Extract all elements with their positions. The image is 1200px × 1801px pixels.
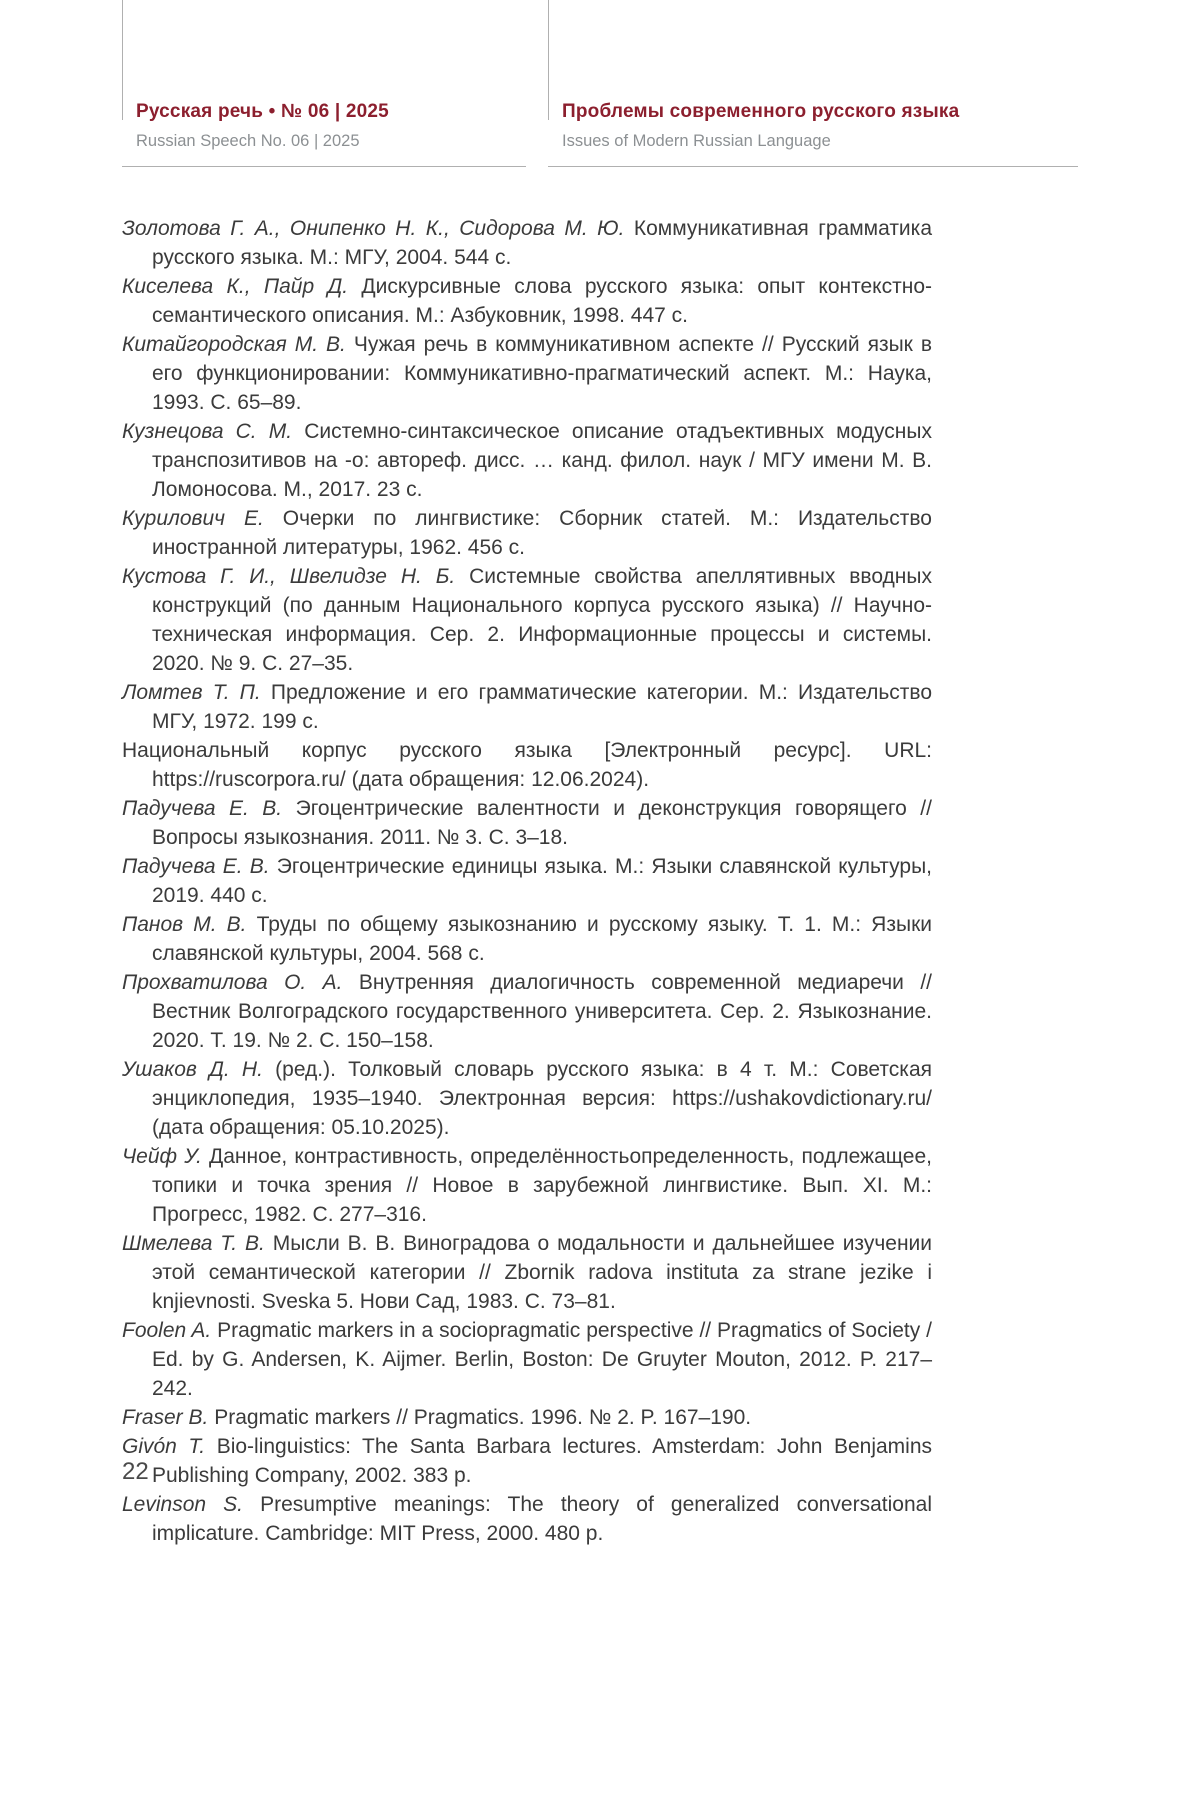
reference-author: Падучева Е. В. xyxy=(122,855,270,878)
reference-entry xyxy=(122,1490,932,1548)
reference-author: Givón T. xyxy=(122,1435,206,1458)
reference-entry xyxy=(122,968,932,1055)
reference-text: Эгоцентрические единицы языка. М.: Языки славянской культуры, 2019. 440 с. xyxy=(152,855,932,907)
reference-author: Шмелева Т. В. xyxy=(122,1232,265,1255)
section-title: Проблемы современного русского языка xyxy=(562,101,960,122)
journal-header-right xyxy=(562,100,1078,151)
reference-entry xyxy=(122,562,932,678)
reference-text: Национальный корпус русского языка [Электронный ресурс]. URL: https://ruscorpora.ru/ (дата обращения: 12.06.2024). xyxy=(122,739,932,791)
vertical-rule-right xyxy=(548,0,549,120)
journal-title: Русская речь • № 06 | 2025 xyxy=(136,101,389,122)
journal-header-left xyxy=(136,100,526,151)
reference-entry xyxy=(122,504,932,562)
reference-author: Киселева К., Пайр Д. xyxy=(122,275,349,298)
reference-author: Падучева Е. В. xyxy=(122,797,283,820)
reference-entry xyxy=(122,272,932,330)
reference-text: Мысли В. В. Виноградова о модальности и дальнейшее изучении этой семантической категории // Zbornik radova instituta za strane jezike i knjievnosti. Sveska 5. Нови Сад, 1983. С. 73–81. xyxy=(152,1232,933,1313)
section-title-en: Issues of Modern Russian Language xyxy=(562,132,831,150)
reference-text: Эгоцентрические валентности и деконструкция говорящего // Вопросы языкознания. 2011. № 3. С. 3–18. xyxy=(152,797,932,849)
reference-entry xyxy=(122,794,932,852)
reference-author: Прохватилова О. А. xyxy=(122,971,343,994)
vertical-rule-left xyxy=(122,0,123,120)
reference-author: Панов М. В. xyxy=(122,913,247,936)
reference-entry xyxy=(122,1055,932,1142)
reference-text: Труды по общему языкознанию и русскому языку. Т. 1. М.: Языки славянской культуры, 2004. 568 с. xyxy=(152,913,932,965)
reference-entry xyxy=(122,214,932,272)
reference-author: Ушаков Д. Н. xyxy=(122,1058,263,1081)
reference-entry xyxy=(122,1229,932,1316)
reference-text: Pragmatic markers in a sociopragmatic perspective // Pragmatics of Society / Ed. by G. Andersen, K. Aijmer. Berlin, Boston: De Gruyter Mouton, 2012. P. 217–242. xyxy=(152,1319,932,1400)
reference-author: Курилович Е. xyxy=(122,507,264,530)
reference-author: Foolen A. xyxy=(122,1319,212,1342)
page-number: 22 xyxy=(122,1458,149,1485)
reference-entry xyxy=(122,678,932,736)
reference-entry xyxy=(122,1403,932,1432)
reference-author: Кустова Г. И., Швелидзе Н. Б. xyxy=(122,565,456,588)
horizontal-rule-right xyxy=(548,166,1078,167)
reference-author: Ломтев Т. П. xyxy=(122,681,261,704)
reference-entry xyxy=(122,852,932,910)
reference-entry xyxy=(122,736,932,794)
reference-text: Bio-linguistics: The Santa Barbara lectures. Amsterdam: John Benjamins Publishing Company, 2002. 383 p. xyxy=(152,1435,933,1487)
reference-text: Чужая речь в коммуникативном аспекте // Русский язык в его функционировании: Коммуникативно-прагматический аспект. М.: Наука, 1993. С. 65–89. xyxy=(152,333,932,414)
reference-author: Levinson S. xyxy=(122,1493,244,1516)
reference-text: Pragmatic markers // Pragmatics. 1996. № 2. P. 167–190. xyxy=(214,1406,752,1429)
reference-text: Предложение и его грамматические категории. М.: Издательство МГУ, 1972. 199 с. xyxy=(152,681,932,733)
reference-author: Fraser B. xyxy=(122,1406,209,1429)
reference-text: Presumptive meanings: The theory of generalized conversational implicature. Cambridge: MIT Press, 2000. 480 p. xyxy=(152,1493,932,1545)
reference-author: Китайгородская М. В. xyxy=(122,333,346,356)
horizontal-rule-left xyxy=(122,166,526,167)
reference-text: Коммуникативная грамматика русского языка. М.: МГУ, 2004. 544 с. xyxy=(152,217,932,269)
reference-text: Дискурсивные слова русского языка: опыт контекстно-семантического описания. М.: Азбуковник, 1998. 447 с. xyxy=(152,275,932,327)
reference-entry xyxy=(122,330,932,417)
reference-text: Данное, контрастивность, определённостьопределенность, подлежащее, топики и точка зрения // Новое в зарубежной лингвистике. Вып. XI. М.: Прогресс, 1982. С. 277–316. xyxy=(152,1145,932,1226)
reference-text: Системно-синтаксическое описание отадъективных модусных транспозитивов на -о: автореф. дисс. … канд. филол. наук / МГУ имени М. В. Ломоносова. М., 2017. 23 с. xyxy=(152,420,932,501)
reference-text: Системные свойства апеллятивных вводных конструкций (по данным Национального корпуса русского языка) // Научно-техническая информация. Сер. 2. Информационные процессы и системы. 2020. № 9. С. 27–35. xyxy=(152,565,932,675)
reference-text: Внутренняя диалогичность современной медиаречи // Вестник Волгоградского государственного университета. Сер. 2. Языкознание. 2020. Т. 19. № 2. С. 150–158. xyxy=(152,971,932,1052)
reference-author: Чейф У. xyxy=(122,1145,202,1168)
journal-title-en: Russian Speech No. 06 | 2025 xyxy=(136,132,360,150)
reference-entry xyxy=(122,1316,932,1403)
reference-entry xyxy=(122,910,932,968)
reference-author: Кузнецова С. М. xyxy=(122,420,293,443)
reference-text: Очерки по лингвистике: Сборник статей. М.: Издательство иностранной литературы, 1962. 456 с. xyxy=(152,507,932,559)
reference-text: (ред.). Толковый словарь русского языка: в 4 т. М.: Советская энциклопедия, 1935–1940. Электронная версия: https://ushakovdictionary.ru/ (дата обращения: 05.10.2025). xyxy=(152,1058,932,1139)
reference-entry xyxy=(122,417,932,504)
reference-entry xyxy=(122,1142,932,1229)
references-list xyxy=(122,214,932,1548)
reference-author: Золотова Г. А., Онипенко Н. К., Сидорова М. Ю. xyxy=(122,217,625,240)
reference-entry xyxy=(122,1432,932,1490)
